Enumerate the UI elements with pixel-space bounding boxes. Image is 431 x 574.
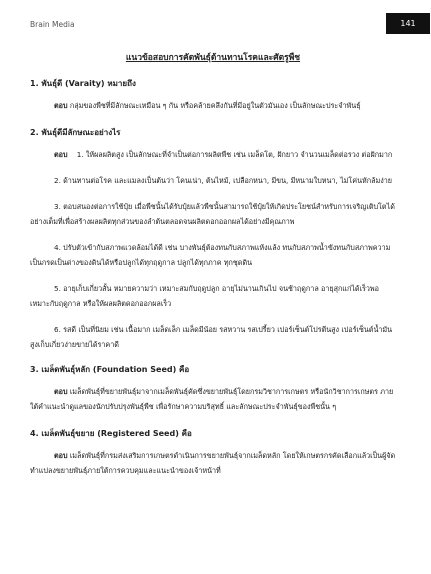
answer-label: ตอบ <box>54 150 68 159</box>
page-title: แนวข้อสอบการคัดพันธุ์ด้านทานโรคและศัตรูพืช <box>125 53 301 63</box>
question-3-heading: 3. เมล็ดพันธุ์หลัก (Foundation Seed) คือ <box>30 365 190 374</box>
question-1-heading: 1. พันธุ์ดี (Varaity) หมายถึง <box>30 79 136 88</box>
question-3-answer <box>30 384 396 414</box>
answer-label: ตอบ <box>54 101 68 110</box>
question-4-heading: 4. เมล็ดพันธุ์ขยาย (Registered Seed) คือ <box>30 429 192 438</box>
question-2-item-2: 2. ด้านทานต่อโรค และแมลงเป็นต้นว่า โคนเน่า, ต้นไหม้, เปลือกหนา, มีขน, มีหนามใบหนา, ไม่โค่นหักล้มง่าย <box>54 176 392 185</box>
question-2-item-4: 4. ปรับตัวเข้ากับสภาพแวดล้อมได้ดี เช่น บางพันธุ์ต้องทนกับสภาพแห้งแล้ง ทนกับสภาพน้ำขังทนกับสภาพความเป็นกรดเป็นด่างของดินได้หรือปลูกได้ทุกฤดูกาล ปลูกได้ทุกภาค ทุกชุดดิน <box>30 243 391 267</box>
answer-label: ตอบ <box>54 387 68 396</box>
question-2-item-1 <box>30 147 396 162</box>
brand-name: Brain Media <box>30 20 75 29</box>
page-number-badge: 141 <box>386 13 430 34</box>
question-2-item-5: 5. อายุเก็บเกี่ยวสั้น หมายความว่า เหมาะสมกับฤดูปลูก อายุไม่นานเกินไป จนช้าฤดูกาล อายุสุกแก่ได้เร็วพอเหมาะกับฤดูกาล หรือให้ผลผลิตดอกออกผลเร็ว <box>30 284 379 308</box>
answer-label: ตอบ <box>54 451 68 460</box>
question-4-answer <box>30 448 396 478</box>
page-content <box>30 50 396 491</box>
question-2-item-3: 3. ตอบสนองต่อการใช้ปุ๋ย เมื่อพืชนั้นได้รับปุ๋ยแล้วพืชนั้นสามารถใช้ปุ๋ยให้เกิดประโยชน์สำหรับการเจริญเติบโตได้อย่างเต็มที่เพื่อสร้างผลผลิตทุกส่วนของลำต้นตลอดจนผลิตดอกออกผลได้อย่างมีคุณภาพ <box>30 202 395 226</box>
answer-text: กลุ่มของพืชที่มีลักษณะเหมือน ๆ กัน หรือคล้ายคลึงกันที่มีอยู่ในตัวมันเอง เป็นลักษณะประจำพันธุ์ <box>69 101 361 110</box>
question-1-answer <box>30 98 396 113</box>
answer-text: เมล็ดพันธุ์ที่ขยายพันธุ์มาจากเมล็ดพันธุ์คัดซึ่งขยายพันธุ์โดยกรมวิชาการเกษตร หรือนักวิชาการเกษตร ภายใต้คำแนะนำดูแลของนักปรับปรุงพันธุ์พืช เพื่อรักษาความบริสุทธิ์ และลักษณะประจำพันธุ์ของพืชนั้น ๆ <box>30 387 394 411</box>
question-2-heading: 2. พันธุ์ดีมีลักษณะอย่างไร <box>30 128 121 137</box>
answer-text: เมล็ดพันธุ์ที่กรมส่งเสริมการเกษตรดำเนินการขยายพันธุ์จากเมล็ดหลัก โดยให้เกษตรกรคัดเลือกแล้วเป็นผู้จัดทำแปลงขยายพันธุ์ภายใต้การควบคุมและแนะนำของเจ้าหน้าที่ <box>30 451 396 475</box>
list-item: 1. ให้ผลผลิตสูง เป็นลักษณะที่จำเป็นต่อการผลิตพืช เช่น เมล็ดโต, ฝักยาว จำนวนเมล็ดต่อรวง ต่อฝักมาก <box>76 150 393 159</box>
question-2-item-6: 6. รสดี เป็นที่นิยม เช่น เนื้อมาก เมล็ดเล็ก เมล็ดมีน้อย รสหวาน รสเปรี้ยว เปอร์เซ็นต์โปรตีนสูง เปอร์เซ็นต์น้ำมันสูงเก็บเกี่ยวง่ายขายได้ราคาดี <box>30 325 393 349</box>
